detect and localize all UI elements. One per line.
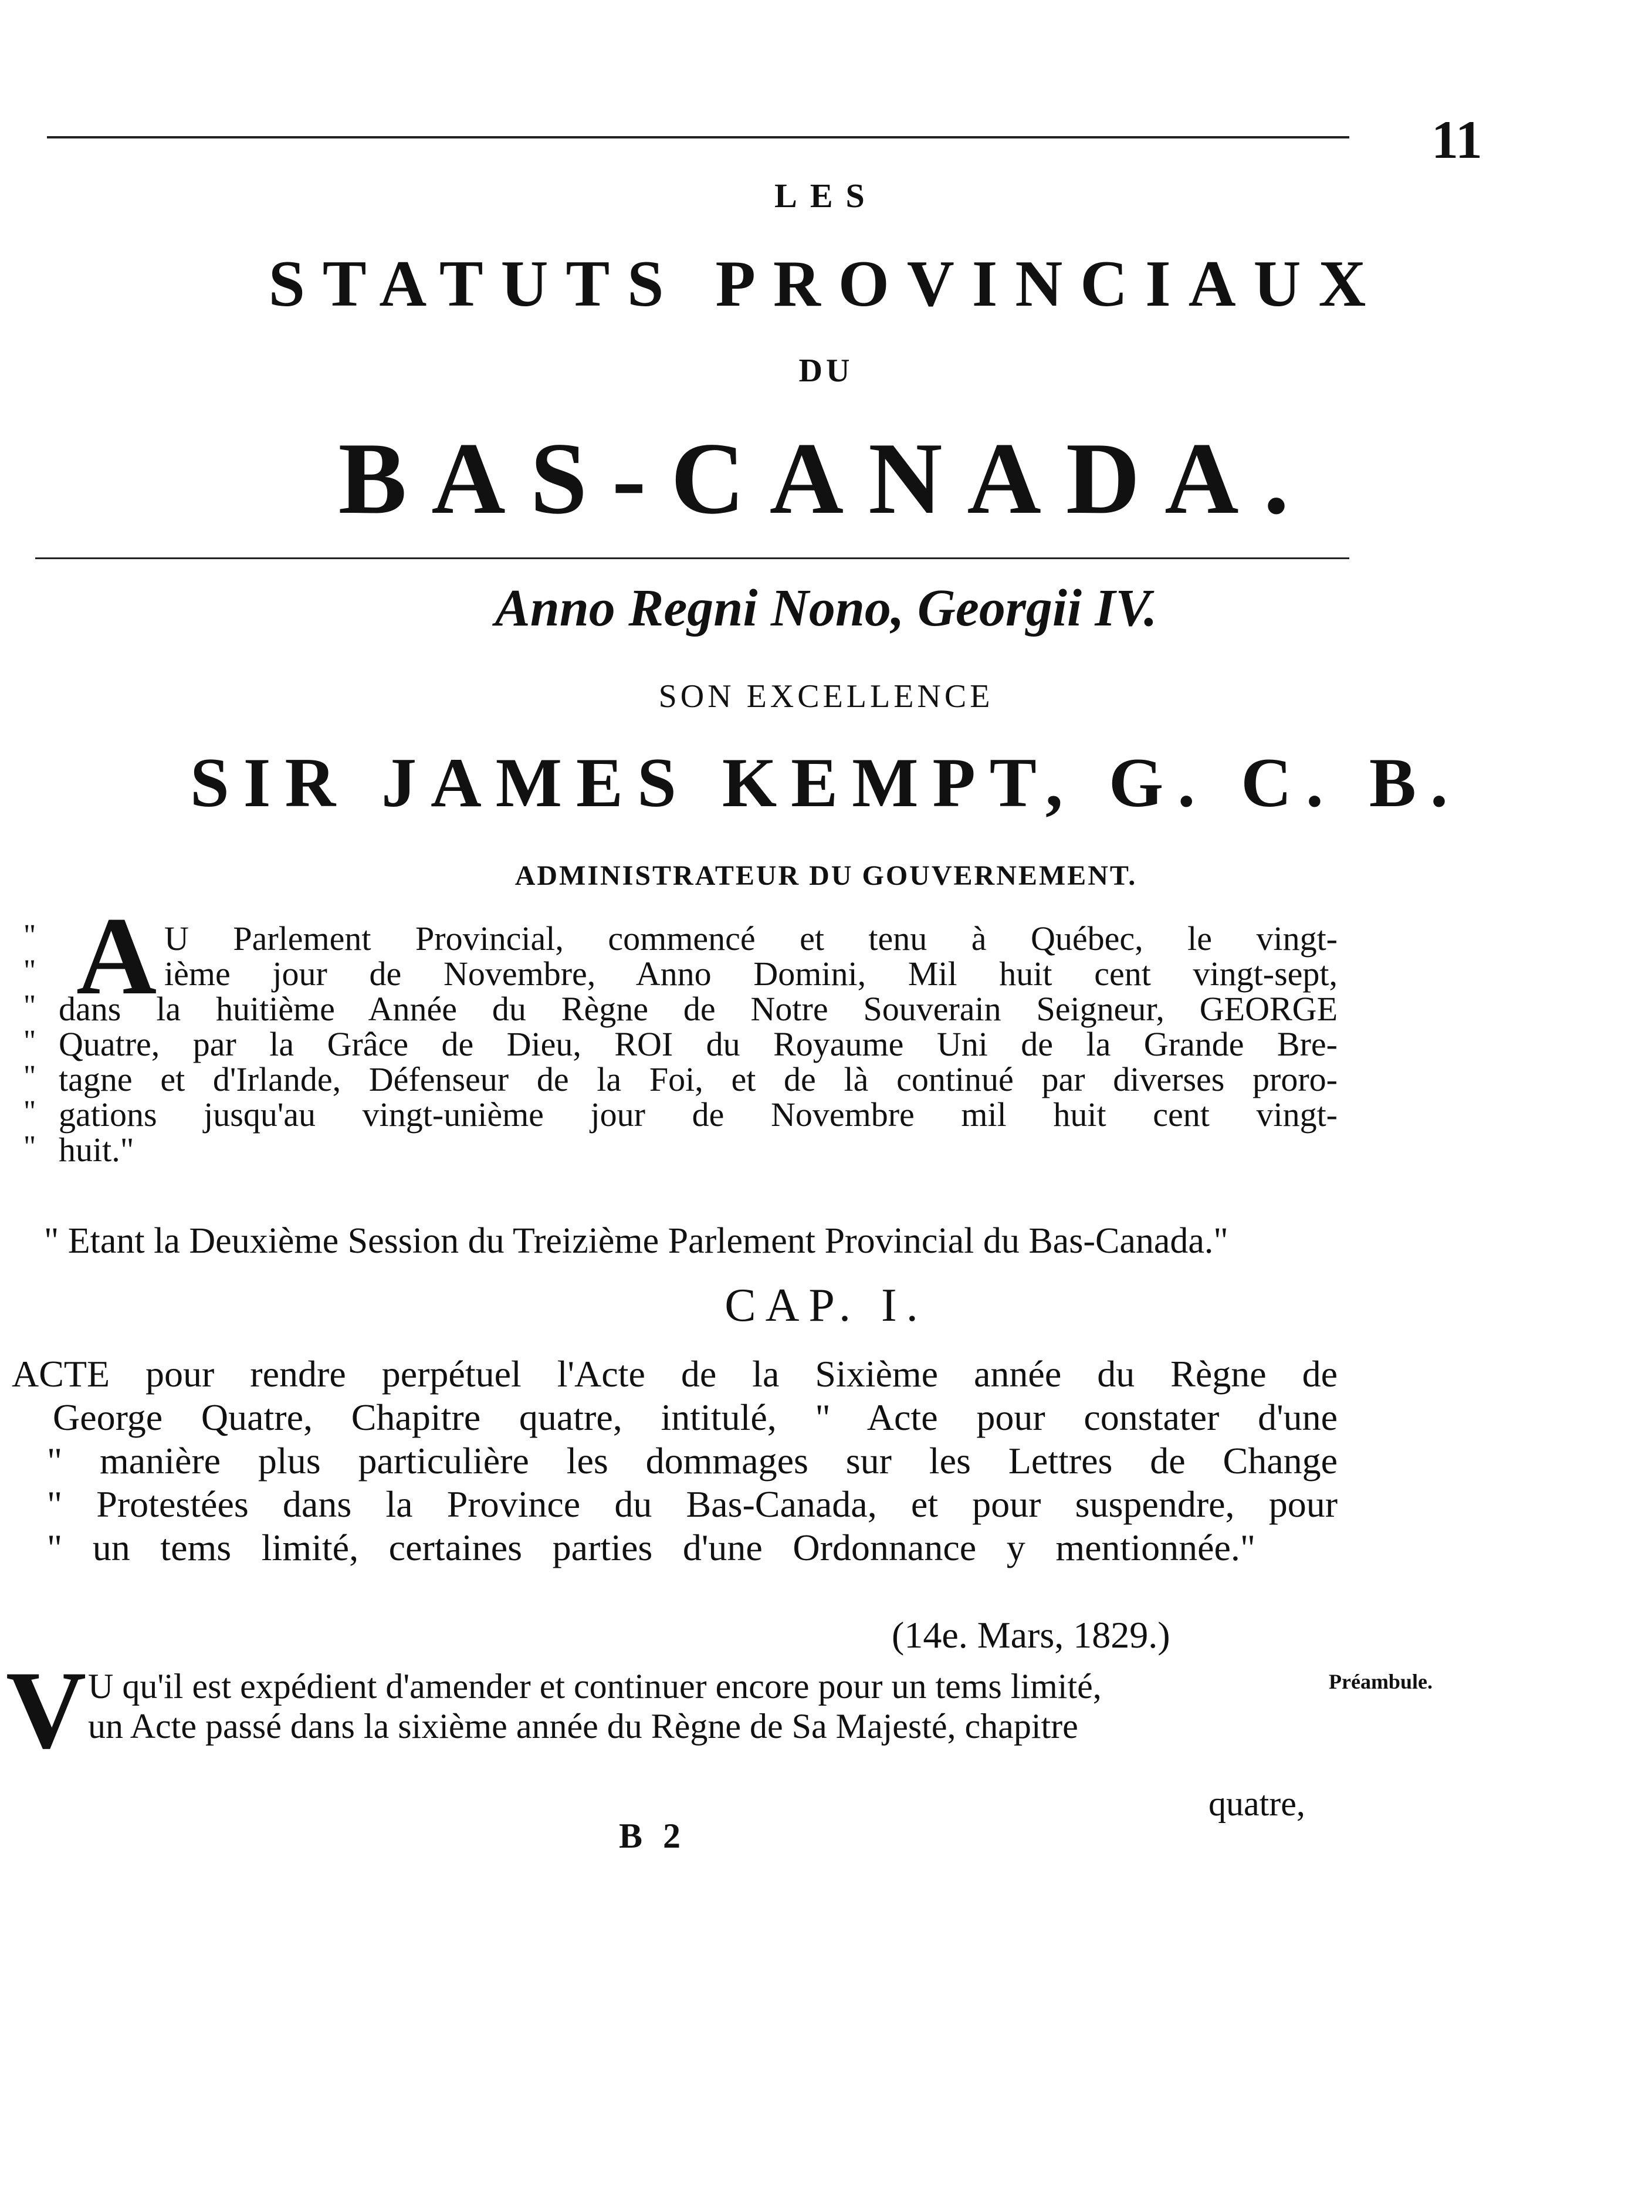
- title-rule: [35, 557, 1349, 559]
- quote-marks-column: " " " " " " ": [23, 919, 36, 1164]
- son-excellence: SON EXCELLENCE: [658, 678, 994, 715]
- signature-mark: B 2: [619, 1817, 687, 1855]
- vu-line: U qu'il est expédient d'amender et continuer encore pour un tems limité,: [88, 1667, 1102, 1706]
- preamble-line: huit.": [59, 1131, 134, 1169]
- preamble-line: Quatre, par la Grâce de Dieu, ROI du Royaume Uni de la Grande Bre-: [59, 1025, 1338, 1063]
- heading-du: DU: [798, 353, 854, 389]
- margin-note-preambule: Préambule.: [1329, 1670, 1433, 1693]
- dropcap-v: V: [6, 1649, 87, 1772]
- session-statement: " Etant la Deuxième Session du Treizième Parlement Provincial du Bas-Canada.": [44, 1221, 1228, 1261]
- chapter-heading: CAP. I.: [725, 1280, 927, 1331]
- top-rule: [47, 136, 1349, 138]
- acte-title: [12, 1352, 1338, 1570]
- acte-date: (14e. Mars, 1829.): [892, 1614, 1170, 1656]
- vu-line: un Acte passé dans la sixième année du Règne de Sa Majesté, chapitre: [88, 1707, 1078, 1746]
- administrator-title: ADMINISTRATEUR DU GOUVERNEMENT.: [514, 860, 1138, 891]
- title-statuts-provinciaux: STATUTS PROVINCIAUX: [268, 248, 1384, 320]
- catchword: quatre,: [1208, 1784, 1305, 1823]
- page-number: 11: [1431, 110, 1482, 170]
- regnal-year: Anno Regni Nono, Georgii IV.: [495, 579, 1157, 637]
- dropcap-a: A: [76, 895, 157, 1018]
- acte-line: " Protestées dans la Province du Bas-Canada, et pour suspendre, pour: [47, 1483, 1338, 1525]
- preamble-line: tagne et d'Irlande, Défenseur de la Foi, et de là continué par diverses proro-: [59, 1060, 1338, 1098]
- acte-line: ACTE pour rendre perpétuel l'Acte de la Sixième année du Règne de: [12, 1353, 1338, 1395]
- administrator-name: SIR JAMES KEMPT, G. C. B.: [190, 743, 1462, 821]
- preamble-line: U Parlement Provincial, commencé et tenu à Québec, le vingt-: [164, 919, 1338, 958]
- preamble-line: dans la huitième Année du Règne de Notre Souverain Seigneur, GEORGE: [59, 990, 1338, 1028]
- preamble-line: ième jour de Novembre, Anno Domini, Mil huit cent vingt-sept,: [164, 955, 1338, 993]
- title-bas-canada: BAS-CANADA.: [338, 421, 1314, 535]
- acte-line: " un tems limité, certaines parties d'une Ordonnance y mentionnée.": [47, 1527, 1255, 1568]
- acte-line: " manière plus particulière les dommages sur les Lettres de Change: [47, 1440, 1338, 1482]
- preamble-paragraph: [59, 921, 1338, 1168]
- vu-paragraph: [6, 1649, 1343, 1772]
- preamble-line: gations jusqu'au vingt-unième jour de Novembre mil huit cent vingt-: [59, 1095, 1338, 1134]
- acte-line: George Quatre, Chapitre quatre, intitulé, " Acte pour constater d'une: [53, 1396, 1338, 1438]
- heading-les: LES: [774, 177, 878, 215]
